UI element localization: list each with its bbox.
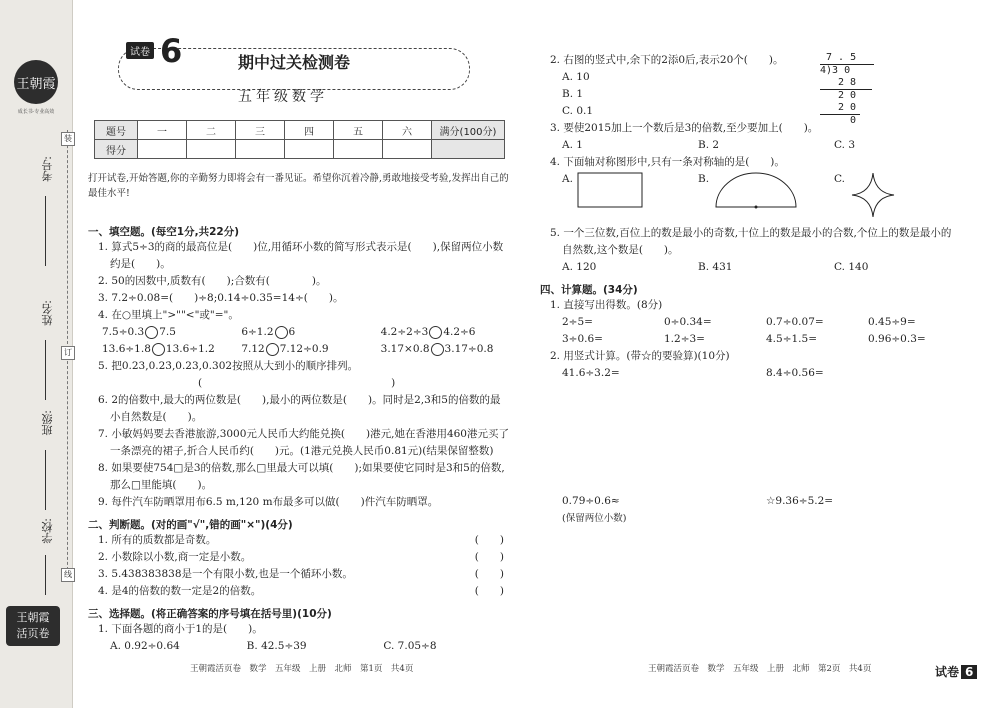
option: C. 140: [834, 261, 869, 273]
right-column: [540, 50, 970, 527]
mental-math-item: 0.96÷0.3=: [868, 333, 926, 345]
compare-right: 7.5: [159, 326, 176, 338]
compare-right: 6: [288, 326, 296, 338]
judge-item: [88, 549, 520, 566]
compare-circle[interactable]: [266, 343, 279, 356]
question-text: 4. 在○里填上">""<"或"="。: [98, 309, 239, 321]
vertical-calc-row: [540, 365, 970, 493]
question-text: 3. 7.2÷0.08=( )÷8;0.14÷0.35=14÷( )。: [98, 292, 344, 304]
score-header-row: [95, 121, 505, 140]
vertical-calc-item: 0.79÷0.6≈: [562, 495, 620, 507]
question-text: 5. 一个三位数,百位上的数是最小的奇数,十位上的数是最小的合数,个位上的数是最小的: [550, 227, 952, 239]
compare-circle[interactable]: [275, 326, 288, 339]
score-input[interactable]: [383, 140, 432, 159]
compare-right: 7.12÷0.9: [279, 343, 329, 355]
score-input[interactable]: [285, 140, 334, 159]
mental-math-item: 0.45÷9=: [868, 316, 916, 328]
exam-tag: 试卷: [126, 42, 154, 59]
option: B. 42.5÷39: [246, 640, 307, 652]
badge-number: 6: [961, 665, 977, 679]
class-label: 班级:: [41, 410, 54, 436]
division-step: 2 0: [838, 90, 857, 101]
option: B. 1: [562, 88, 584, 100]
exam-subtitle: 五年级数学: [238, 89, 328, 105]
option: A. 120: [562, 261, 597, 273]
question-text: 2. 用竖式计算。(带☆的要验算)(10分): [550, 350, 730, 362]
score-cell: 得分: [95, 140, 138, 159]
division-remainder: 0: [850, 115, 857, 126]
judge-text: 2. 小数除以小数,商一定是小数。: [98, 551, 252, 563]
judge-text: 1. 所有的质数都是奇数。: [98, 534, 217, 546]
publisher-logo: 王朝霞: [14, 60, 58, 104]
question-text: 9. 每件汽车防晒罩用布6.5 m,120 m布最多可以做( )件汽车防晒罩。: [98, 496, 439, 508]
compare-circle[interactable]: [429, 326, 442, 339]
judge-answer-paren[interactable]: ( ): [474, 551, 504, 563]
rounding-note: (保留两位小数): [562, 513, 627, 524]
score-cell: 六: [383, 121, 432, 140]
division-step: 2 8: [820, 77, 872, 90]
option-row: [540, 137, 970, 154]
option: A. 0.92÷0.64: [110, 640, 180, 652]
question-text: 8. 如果要使754□是3的倍数,那么□里最大可以填( );如果要使它同时是3和5的倍数,: [98, 462, 505, 474]
question-text: 自然数,这个数是( )。: [562, 244, 679, 256]
question-text: 5. 把0.23,0.23̇,0.23,0.302按照从大到小的顺序排列。: [98, 360, 359, 372]
exam-no-label: 考号:: [41, 156, 54, 182]
division-step: 2 0: [820, 102, 860, 115]
brand-block: [6, 606, 60, 646]
school-line: [45, 555, 46, 595]
page-badge: [935, 663, 977, 680]
school-label: 学校:: [41, 518, 54, 544]
division-dividend: 4)3 0: [820, 64, 874, 77]
semicircle-shape: [712, 171, 802, 211]
question-text: 1. 算式5÷3的商的最高位是( )位,用循环小数的简写形式表示是( ),保留两位小数: [98, 241, 504, 253]
score-cell: 四: [285, 121, 334, 140]
compare-left: 6÷1.2: [241, 326, 274, 338]
judge-item: [88, 566, 520, 583]
option: C. 3: [834, 139, 856, 151]
mental-math-item: 3÷0.6=: [562, 333, 603, 345]
compare-right: 13.6÷1.2: [165, 343, 215, 355]
judge-answer-paren[interactable]: ( ): [474, 568, 504, 580]
score-cell: 一: [138, 121, 187, 140]
score-cell: 二: [187, 121, 236, 140]
exam-no-line: [45, 196, 46, 266]
footer-left: 王朝霞活页卷 数学 五年级 上册 北师 第1页 共4页: [190, 664, 414, 674]
option: A. 10: [562, 71, 590, 83]
question-text: 3. 要使2015加上一个数后是3的倍数,至少要加上( )。: [550, 122, 819, 134]
score-input[interactable]: [187, 140, 236, 159]
name-label: 姓名:: [41, 300, 54, 326]
question-text: 6. 2的倍数中,最大的两位数是( ),最小的两位数是( )。同时是2,3和5的倍数的最: [98, 394, 501, 406]
judge-text: 4. 是4的倍数的数一定是2的倍数。: [98, 585, 262, 597]
score-input[interactable]: [236, 140, 285, 159]
compare-circle[interactable]: [145, 326, 158, 339]
publisher-slogan: 成长书·专业高效: [17, 109, 55, 115]
score-input[interactable]: [334, 140, 383, 159]
mental-math-item: 4.5÷1.5=: [766, 333, 817, 345]
option-row: [540, 171, 970, 221]
compare-left: 4.2÷2÷3: [380, 326, 429, 338]
score-value-row: [95, 140, 505, 159]
score-cell: 五: [334, 121, 383, 140]
answer-paren[interactable]: ( ): [198, 377, 396, 389]
compare-left: 7.12: [241, 343, 265, 355]
judge-answer-paren[interactable]: ( ): [474, 585, 504, 597]
section-1-title: 一、填空题。(每空1分,共22分): [88, 226, 240, 238]
question-text: 1. 直接写出得数。(8分): [550, 299, 663, 311]
vertical-calc-item: ☆9.36÷5.2=: [766, 495, 834, 507]
brand-line-2: 活页卷: [16, 627, 50, 640]
judge-text: 3. 5.438383838是一个有限小数,也是一个循环小数。: [98, 568, 353, 580]
division-quotient: 7 . 5: [826, 52, 857, 63]
name-line: [45, 340, 46, 400]
footer-right: 王朝霞活页卷 数学 五年级 上册 北师 第2页 共4页: [648, 664, 872, 674]
binding-strip: [0, 0, 73, 708]
option: B.: [698, 173, 710, 185]
cut-mark-1: 装: [61, 132, 75, 146]
mental-math-item: 0.7÷0.07=: [766, 316, 824, 328]
brand-line-1: 王朝霞: [16, 611, 50, 624]
intro-text: 打开试卷,开始答题,你的辛勤努力即将会有一番见证。希望你沉着冷静,勇敢地接受考验,发挥出自己的最佳水平!: [88, 173, 509, 199]
score-cell: 题号: [95, 121, 138, 140]
cut-mark-2: 订: [61, 346, 75, 360]
question-text: 1. 下面各题的商小于1的是( )。: [98, 623, 263, 635]
score-input[interactable]: [138, 140, 187, 159]
score-cell: 三: [236, 121, 285, 140]
compare-left: 3.17×0.8: [380, 343, 430, 355]
compare-right: 4.2÷6: [443, 326, 476, 338]
score-table: [94, 120, 505, 159]
class-line: [45, 450, 46, 510]
option: B. 2: [698, 139, 720, 151]
judge-item: [88, 532, 520, 549]
option: A. 1: [562, 139, 583, 151]
mental-math-item: 1.2÷3=: [664, 333, 705, 345]
option: B. 431: [698, 261, 733, 273]
compare-row: [88, 324, 520, 341]
option-row: [540, 259, 970, 276]
judge-answer-paren[interactable]: ( ): [474, 534, 504, 546]
four-point-star-shape: [848, 171, 898, 219]
compare-row: [88, 341, 520, 358]
question-text: 那么□里能填( )。: [110, 479, 213, 491]
option: C. 7.05÷8: [383, 640, 437, 652]
option: A.: [562, 173, 573, 185]
compare-circle[interactable]: [431, 343, 444, 356]
left-questions: [88, 218, 520, 655]
badge-label: 试卷: [935, 665, 960, 679]
question-text: 2. 右图的竖式中,余下的2添0后,表示20个( )。: [550, 54, 784, 66]
section-3-title: 三、选择题。(将正确答案的序号填在括号里)(10分): [88, 608, 332, 620]
judge-item: [88, 583, 520, 600]
question-text: 7. 小敏妈妈要去香港旅游,3000元人民币大约能兑换( )港元,她在香港用460港元买了: [98, 428, 509, 440]
question-text: 一条漂亮的裙子,折合人民币约( )元。(1港元兑换人民币0.81元)(结果保留整数): [110, 445, 494, 457]
compare-right: 3.17÷0.8: [444, 343, 494, 355]
long-division-figure: [808, 52, 874, 127]
vertical-calc-item: 41.6÷3.2=: [562, 367, 620, 379]
vertical-calc-item: 8.4÷0.56=: [766, 367, 824, 379]
option: C. 0.1: [562, 105, 594, 117]
mental-math-item: 0÷0.34=: [664, 316, 712, 328]
section-2-title: 二、判断题。(对的画"√",错的画"×")(4分): [88, 519, 293, 531]
question-text: 4. 下面轴对称图形中,只有一条对称轴的是( )。: [550, 156, 785, 168]
exam-number: 6: [160, 32, 183, 70]
option-row: [88, 638, 520, 655]
compare-left: 7.5÷0.3: [102, 326, 145, 338]
mental-math-row: [540, 331, 970, 348]
score-cell: 满分(100分): [432, 121, 505, 140]
question-text: 2. 50的因数中,质数有( );合数有( )。: [98, 275, 327, 287]
compare-left: 13.6÷1.8: [102, 343, 151, 355]
question-text: 小自然数是( )。: [110, 411, 203, 423]
score-input[interactable]: [432, 140, 505, 159]
exam-title: 期中过关检测卷: [238, 53, 351, 72]
compare-circle[interactable]: [152, 343, 165, 356]
rectangle-shape: [576, 171, 646, 211]
question-text: 约是( )。: [110, 258, 171, 270]
mental-math-item: 2÷5=: [562, 316, 593, 328]
mental-math-row: [540, 314, 970, 331]
section-4-title: 四、计算题。(34分): [540, 284, 638, 296]
option: C.: [834, 173, 845, 185]
vertical-calc-row: [540, 493, 970, 510]
cut-mark-3: 线: [61, 568, 75, 582]
